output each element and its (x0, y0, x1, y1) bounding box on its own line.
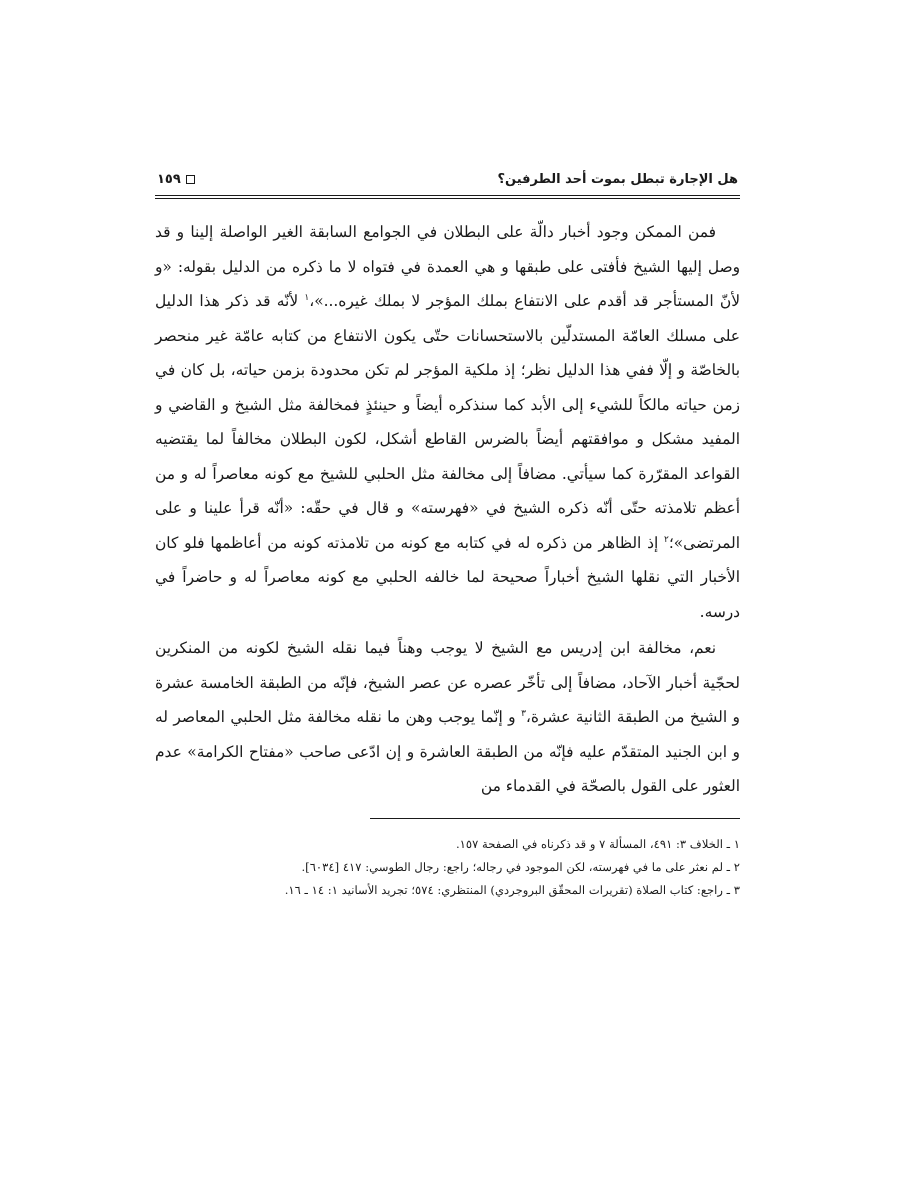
footnote-ref-1: ١ (304, 292, 310, 303)
footnote-2: ٢ ـ لم نعثر على ما في فهرسته، لكن الموجود في رجاله؛ راجع: رجال الطوسي: ٤١٧ [٦٠٣٤]. (301, 859, 740, 874)
paragraph-2-part-1: نعم، مخالفة ابن إدريس مع الشيخ لا يوجب وهناً فيما نقله الشيخ لكونه من المنكرين لحجّية أخبار الآحاد، مضافاً إلى تأخّر عصره عن عصر الشيخ، فإنّه من الطبقة الخامسة عشرة و الشيخ من الطبقة الثانية عشرة، (155, 639, 740, 726)
square-icon (186, 175, 195, 184)
running-title: هل الإجارة تبطل بموت أحد الطرفين؟ (497, 171, 738, 187)
footnote-3: ٣ ـ راجع: كتاب الصلاة (تقريرات المحقّق البروجردي) المنتظري: ٥٧٤؛ تجريد الأسانيد ١: ١٤ ـ ١٦. (284, 882, 740, 897)
page-number-block (157, 172, 195, 187)
paragraph-1-part-2: لأنّه قد ذكر هذا الدليل على مسلك العامّة المستدلّين بالاستحسانات حتّى يكون الانتفاع من كتابه عامّة غير منحصر بالخاصّة و إلّا ففي هذا الدليل نظر؛ إذ ملكية المؤجر لم تكن محدودة بزمن حياته، بل كان في زمن حياته مالكاً للشيء إلى الأبد كما سنذكره أيضاً و حينئذٍ فمخالفة مثل الشيخ و القاضي و المفيد مشكل و موافقتهم أيضاً بالضرس القاطع أشكل، لكون البطلان مخالفاً لما يقتضيه القواعد المقرّرة كما سيأتي. مضافاً إلى مخالفة مثل الحلبي للشيخ مع كونه معاصراً له و من أعظم تلامذته حتّى أنّه ذكره الشيخ في «فهرسته» و قال في حقّه: «أنّه قرأ علينا و على المرتضى»؛ (155, 292, 740, 552)
paragraph-1-part-3: إذ الظاهر من ذكره له في كتابه مع كونه من تلامذته كونه من أعاظمها فلو كان الأخبار التي نقلها الشيخ أخباراً صحيحة لما خالفه الحلبي مع كونه معاصراً له و حاضراً في درسه. (155, 533, 740, 621)
paragraph-1 (155, 215, 740, 629)
body-text (155, 215, 740, 804)
footnote-ref-3: ٣ (521, 708, 526, 719)
paragraph-2-part-2: و إنّما يوجب وهن ما نقله مخالفة مثل الحلبي المعاصر له و ابن الجنيد المتقدّم عليه فإنّه من الطبقة العاشرة و إن ادّعى صاحب «مفتاح الكرامة» عدم العثور على القول بالصحّة في القدماء من (155, 708, 740, 795)
footnote-1: ١ ـ الخلاف ٣: ٤٩١، المسألة ٧ و قد ذكرناه في الصفحة ١٥٧. (455, 836, 740, 851)
footnotes (155, 833, 740, 902)
running-header (155, 165, 740, 193)
footnote-ref-2: ٢ (664, 534, 669, 545)
page-number: ١٥٩ (157, 171, 181, 187)
paragraph-1-part-1: فمن الممكن وجود أخبار دالّة على البطلان في الجوامع السابقة الغير الواصلة إلينا و قد وصل إليها الشيخ فأفتى على طبقها و هي العمدة في فتواه لا ما ذكره من الدليل بقوله: «و لأنّ المستأجر قد أقدم على الانتفاع بملك المؤجر لا بملك غيره...»، (155, 223, 740, 310)
book-page (155, 165, 740, 902)
footnote-rule (370, 818, 740, 819)
header-rule (155, 195, 740, 199)
paragraph-2 (155, 631, 740, 804)
